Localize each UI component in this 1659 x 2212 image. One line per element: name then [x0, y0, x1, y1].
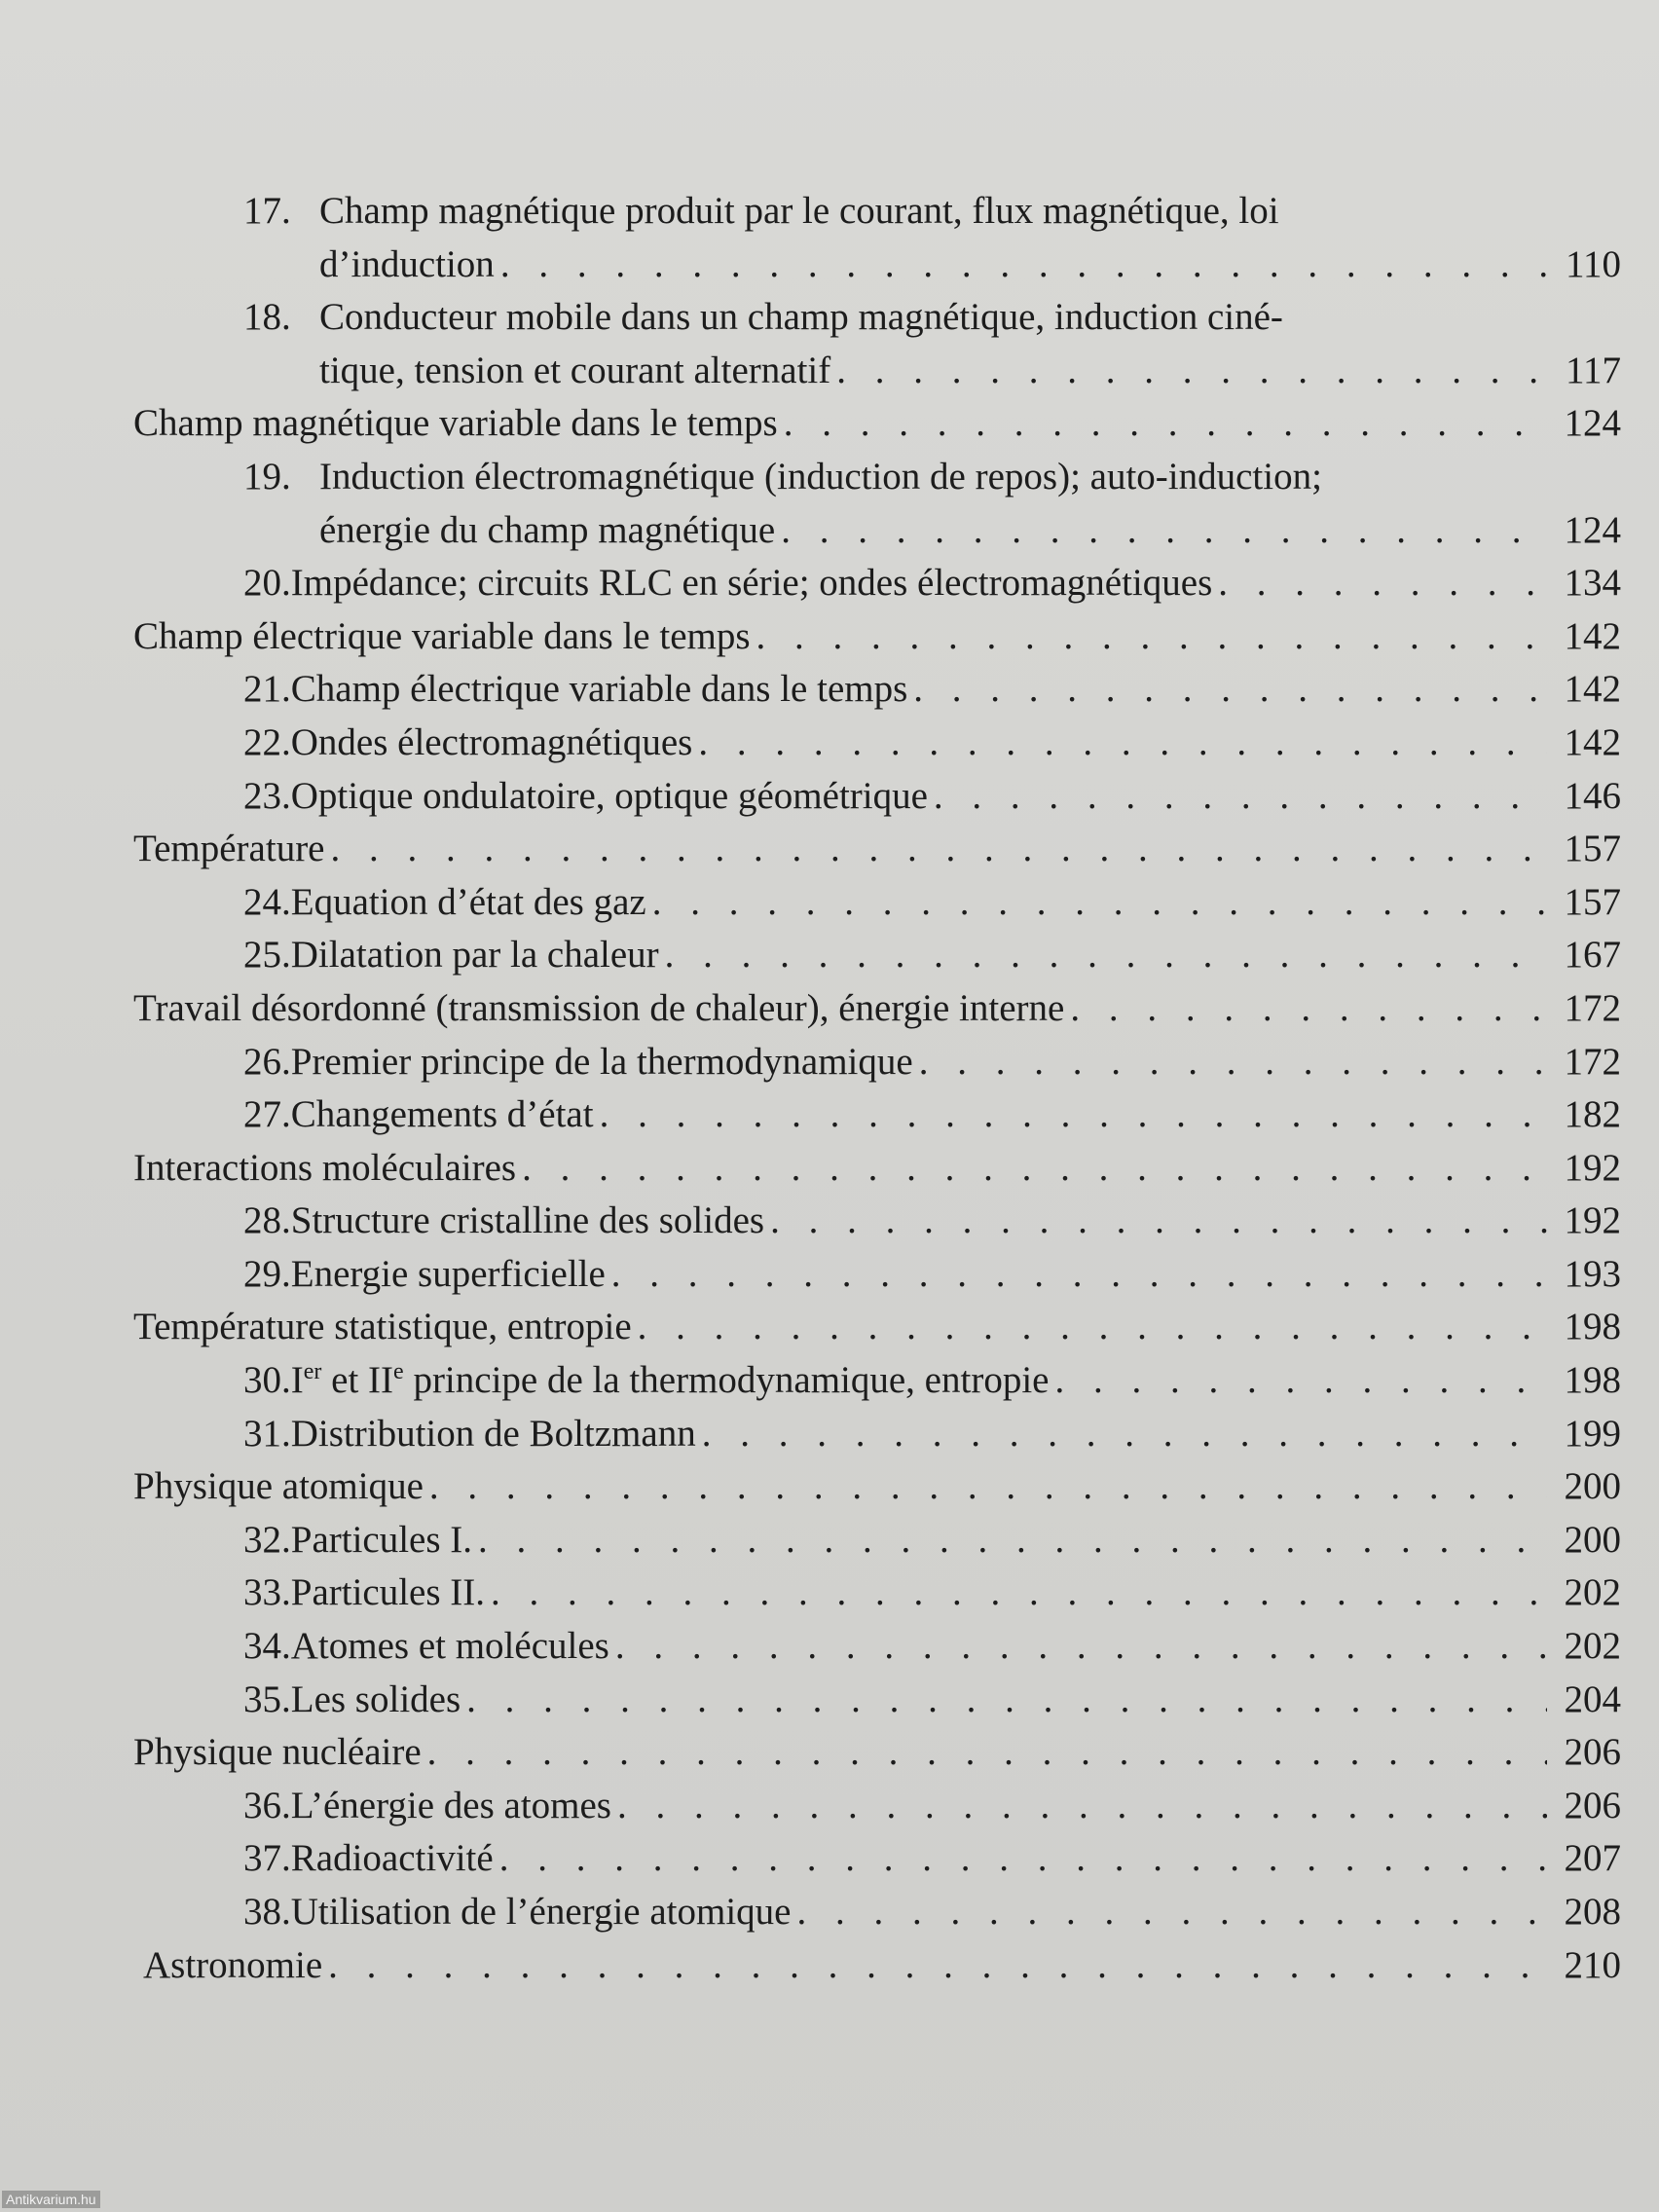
page-number: 142	[1564, 720, 1621, 763]
page-number: 167	[1564, 934, 1621, 977]
chapter-title: Ondes électromagnétiques	[290, 720, 693, 763]
page-number: 206	[1564, 1731, 1621, 1774]
chapter-title: Champ électrique variable dans le temps	[290, 668, 908, 711]
toc-section	[131, 1301, 1621, 1354]
dot-leader	[328, 1939, 1547, 1993]
chapter-title: Changements d’état	[290, 1093, 594, 1136]
chapter-title: Atomes et molécules	[290, 1625, 609, 1668]
toc-section	[131, 1939, 1621, 1993]
chapter-number: 35.	[243, 1677, 291, 1720]
chapter-title: Structure cristalline des solides	[290, 1199, 765, 1242]
chapter-title: Equation d’état des gaz	[290, 880, 646, 923]
dot-leader	[615, 1620, 1547, 1674]
section-title: Astronomie	[143, 1943, 323, 1986]
section-title: Champ électrique variable dans le temps	[133, 614, 751, 657]
page-number: 204	[1564, 1677, 1621, 1720]
toc-entry-33	[131, 1567, 1621, 1620]
chapter-title: Les solides	[290, 1677, 461, 1720]
page-number: 146	[1564, 774, 1621, 817]
chapter-number: 37.	[243, 1837, 291, 1880]
dot-leader	[466, 1674, 1547, 1727]
chapter-number: 19.	[243, 455, 291, 498]
toc-entry-20	[131, 557, 1621, 610]
chapter-number: 22.	[243, 720, 291, 763]
page-number: 198	[1564, 1359, 1621, 1402]
toc-entry-21	[131, 663, 1621, 717]
dot-leader	[1218, 557, 1547, 610]
page-number: 142	[1564, 668, 1621, 711]
title-part: principe de la thermodynamique, entropie	[403, 1359, 1050, 1402]
dot-leader	[638, 1301, 1547, 1354]
dot-leader	[796, 1886, 1547, 1939]
chapter-number: 34.	[243, 1625, 291, 1668]
toc-entry-25	[131, 929, 1621, 982]
dot-leader	[934, 770, 1547, 824]
chapter-number: 33.	[243, 1571, 291, 1614]
toc-entry-35	[131, 1674, 1621, 1727]
toc-entry-28	[131, 1195, 1621, 1248]
chapter-number: 36.	[243, 1784, 291, 1826]
chapter-title: Particules I.	[290, 1518, 473, 1561]
section-title: Physique nucléaire	[133, 1731, 422, 1774]
chapter-title: L’énergie des atomes	[290, 1784, 611, 1826]
chapter-title-cont: énergie du champ magnétique	[319, 508, 776, 551]
toc-section	[131, 1726, 1621, 1780]
dot-leader	[427, 1726, 1547, 1780]
chapter-number: 31.	[243, 1412, 291, 1455]
superscript: e	[393, 1359, 404, 1385]
page-number: 117	[1565, 349, 1621, 391]
superscript: er	[303, 1359, 322, 1385]
dot-leader	[331, 823, 1548, 876]
toc-entry-34	[131, 1620, 1621, 1674]
dot-leader	[919, 1036, 1547, 1089]
dot-leader	[1070, 982, 1547, 1036]
chapter-title: Premier principe de la thermodynamique	[290, 1040, 913, 1083]
toc-entry-38	[131, 1886, 1621, 1939]
chapter-number: 32.	[243, 1518, 291, 1561]
page-number: 157	[1564, 828, 1621, 870]
page-number: 172	[1564, 986, 1621, 1029]
chapter-title: Energie superficielle	[290, 1252, 606, 1295]
chapter-number: 38.	[243, 1891, 291, 1933]
chapter-title: Dilatation par la chaleur	[290, 934, 659, 977]
chapter-title	[291, 1354, 1050, 1408]
page-number: 192	[1564, 1146, 1621, 1189]
page-number: 200	[1564, 1518, 1621, 1561]
chapter-title-cont: d’induction	[319, 242, 495, 285]
page-number: 202	[1564, 1571, 1621, 1614]
dot-leader	[600, 1088, 1547, 1142]
dot-leader	[836, 345, 1547, 398]
toc-entry-26	[131, 1036, 1621, 1089]
chapter-number: 17.	[243, 190, 291, 232]
chapter-title: Optique ondulatoire, optique géométrique	[290, 774, 928, 817]
dot-leader	[652, 876, 1547, 930]
toc-section	[131, 397, 1621, 451]
toc-entry-37	[131, 1832, 1621, 1886]
chapter-number: 28.	[243, 1199, 291, 1242]
page-number: 142	[1564, 614, 1621, 657]
toc-entry-36	[131, 1780, 1621, 1833]
dot-leader	[913, 663, 1547, 717]
chapter-title: Impédance; circuits RLC en série; ondes électromagnétiques	[290, 562, 1213, 605]
dot-leader	[478, 1514, 1547, 1567]
dot-leader	[429, 1460, 1547, 1514]
dot-leader	[698, 717, 1547, 770]
dot-leader	[756, 610, 1547, 664]
page-number: 192	[1564, 1199, 1621, 1242]
toc-entry-29	[131, 1248, 1621, 1302]
toc-entry-22	[131, 717, 1621, 770]
page-number: 124	[1564, 402, 1621, 445]
page-number: 157	[1564, 880, 1621, 923]
toc-entry-32	[131, 1514, 1621, 1567]
section-title: Température statistique, entropie	[133, 1306, 632, 1348]
section-title: Travail désordonné (transmission de chaleur), énergie interne	[133, 986, 1065, 1029]
watermark: Antikvarium.hu	[2, 2191, 100, 2208]
chapter-title: Conducteur mobile dans un champ magnétique, induction ciné-	[319, 296, 1283, 339]
toc-section	[131, 823, 1621, 876]
chapter-title: Distribution de Boltzmann	[290, 1412, 696, 1455]
page-number: 124	[1564, 508, 1621, 551]
toc-section	[131, 1142, 1621, 1196]
page-number: 198	[1564, 1306, 1621, 1348]
chapter-number: 18.	[243, 296, 291, 339]
section-title: Interactions moléculaires	[133, 1146, 517, 1189]
page-number: 134	[1564, 562, 1621, 605]
chapter-title: Champ magnétique produit par le courant, flux magnétique, loi	[319, 190, 1279, 232]
toc-entry-17	[131, 185, 1621, 291]
page-number: 199	[1564, 1412, 1621, 1455]
chapter-title: Radioactivité	[290, 1837, 494, 1880]
page-number: 172	[1564, 1040, 1621, 1083]
section-title: Température	[133, 828, 325, 870]
toc-entry-23	[131, 770, 1621, 824]
dot-leader	[702, 1408, 1547, 1461]
dot-leader	[491, 1567, 1547, 1620]
toc-entry-18	[131, 291, 1621, 397]
chapter-number: 20.	[243, 562, 291, 605]
chapter-title: Particules II.	[290, 1571, 486, 1614]
toc-entry-31	[131, 1408, 1621, 1461]
page-number: 210	[1564, 1943, 1621, 1986]
toc-entry-24	[131, 876, 1621, 930]
toc-section	[131, 1460, 1621, 1514]
page-number: 182	[1564, 1093, 1621, 1136]
dot-leader	[770, 1195, 1547, 1248]
chapter-number: 24.	[243, 880, 291, 923]
chapter-number: 27.	[243, 1093, 291, 1136]
table-of-contents	[131, 185, 1621, 1992]
page-number: 193	[1564, 1252, 1621, 1295]
page-number: 207	[1564, 1837, 1621, 1880]
title-part: et II	[321, 1359, 394, 1402]
chapter-title-cont: tique, tension et courant alternatif	[319, 349, 831, 391]
dot-leader	[781, 504, 1547, 558]
toc-section	[131, 610, 1621, 664]
section-title: Physique atomique	[133, 1465, 424, 1508]
chapter-number: 23.	[243, 774, 291, 817]
dot-leader	[522, 1142, 1547, 1196]
chapter-number: 21.	[243, 668, 291, 711]
dot-leader	[617, 1780, 1547, 1833]
toc-entry-19	[131, 451, 1621, 557]
dot-leader	[784, 397, 1547, 451]
dot-leader	[1054, 1354, 1547, 1408]
chapter-number: 26.	[243, 1040, 291, 1083]
chapter-title: Induction électromagnétique (induction de repos); auto-induction;	[319, 455, 1322, 498]
chapter-number: 30.	[243, 1359, 291, 1402]
page-number: 200	[1564, 1465, 1621, 1508]
title-part: I	[290, 1359, 304, 1402]
chapter-number: 29.	[243, 1252, 291, 1295]
dot-leader	[500, 239, 1547, 292]
toc-section	[131, 982, 1621, 1036]
page-number: 202	[1564, 1625, 1621, 1668]
toc-entry-27	[131, 1088, 1621, 1142]
dot-leader	[665, 929, 1547, 982]
page-number: 206	[1564, 1784, 1621, 1826]
section-title: Champ magnétique variable dans le temps	[133, 402, 778, 445]
page-number: 208	[1564, 1891, 1621, 1933]
chapter-number: 25.	[243, 934, 291, 977]
chapter-title: Utilisation de l’énergie atomique	[290, 1891, 792, 1933]
page-number: 110	[1565, 242, 1621, 285]
dot-leader	[611, 1248, 1547, 1302]
toc-entry-30	[131, 1354, 1621, 1408]
dot-leader	[499, 1832, 1547, 1886]
